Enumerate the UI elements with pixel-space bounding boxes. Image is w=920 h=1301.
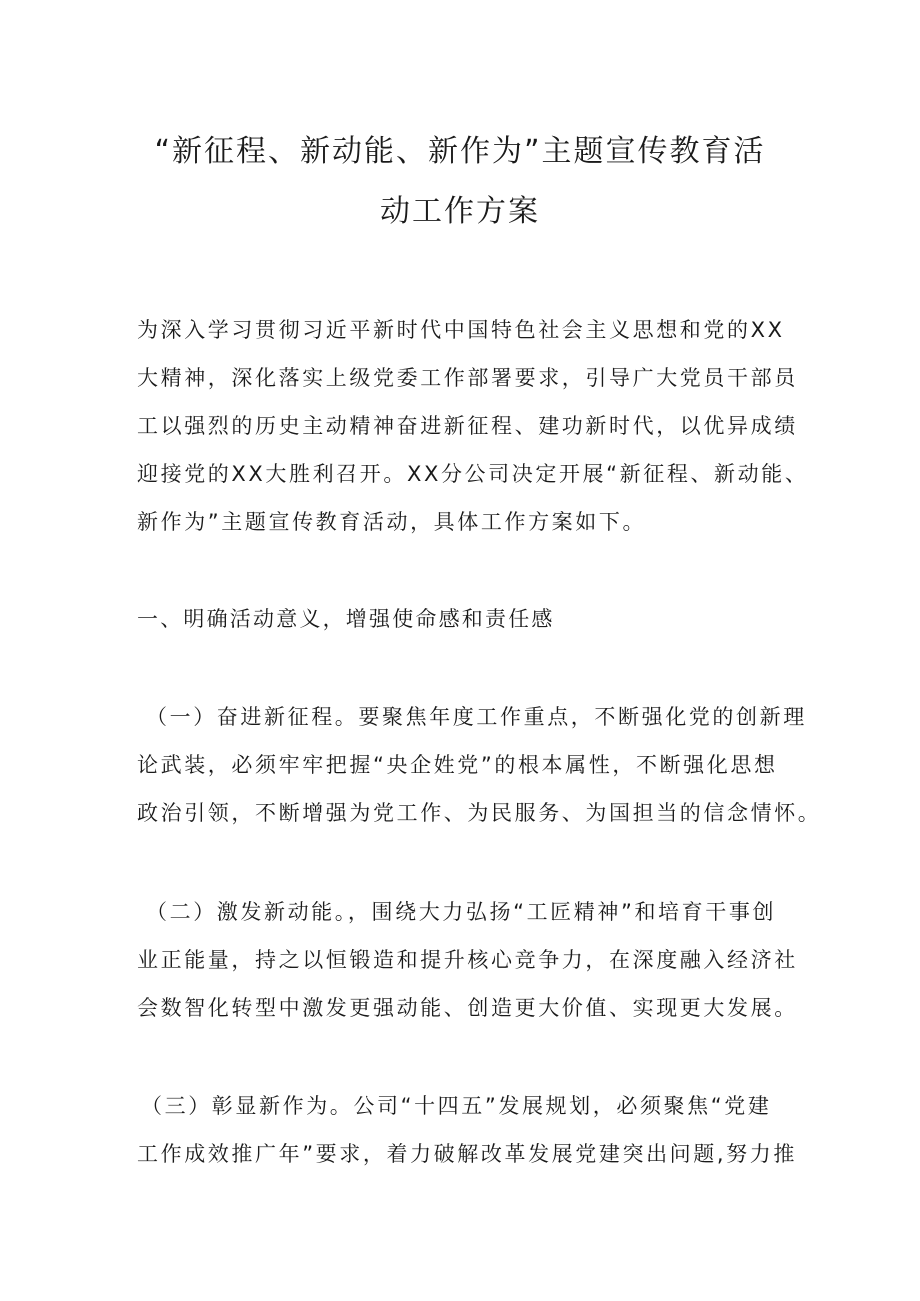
- item-2-line: 会数智化转型中激发更强动能、创造更大价值、实现更大发展。: [137, 996, 798, 1020]
- item-1-line: 政治引领，不断增强为党工作、为民服务、为国担当的信念情怀。: [137, 801, 822, 825]
- item-2-paragraph-cont: [137, 936, 817, 1032]
- item-1-line: 论武装，必须牢牢把握“央企姓党”的根本属性，不断强化思想: [137, 753, 778, 777]
- document-title-line-2: 动工作方案: [380, 194, 540, 229]
- item-3-line: （三）彰显新作为。公司“十四五”发展规划，必须聚焦“党建: [141, 1094, 772, 1118]
- intro-line: 工以强烈的历史主动精神奋进新征程、建功新时代，以优异成绩: [137, 414, 798, 438]
- item-3-line: 工作成效推广年”要求，着力破解改革发展党建突出问题,努力推: [137, 1142, 797, 1166]
- item-1-line: （一）奋进新征程。要聚焦年度工作重点，不断强化党的创新理: [146, 705, 807, 729]
- intro-paragraph: [137, 306, 817, 546]
- intro-line: 新作为”主题宣传教育活动，具体工作方案如下。: [137, 510, 647, 534]
- document-title-line-1: “新征程、新动能、新作为”主题宣传教育活: [154, 134, 766, 169]
- item-3-paragraph-cont: [137, 1130, 817, 1178]
- section-1-heading: 一、明确活动意义，增强使命感和责任感: [137, 607, 555, 631]
- item-2-line: （二）激发新动能。，围绕大力弘扬“工匠精神”和培育干事创: [146, 900, 777, 924]
- item-1-paragraph-cont: [137, 741, 822, 837]
- item-1-paragraph: [146, 693, 826, 741]
- item-2-paragraph: [146, 888, 826, 936]
- intro-line: 为深入学习贯彻习近平新时代中国特色社会主义思想和党的XX: [137, 318, 785, 342]
- section-1-heading-block: [137, 595, 817, 643]
- intro-line: 大精神，深化落实上级党委工作部署要求，引导广大党员干部员: [137, 366, 798, 390]
- intro-line: 迎接党的XX大胜利召开。XX分公司决定开展“新征程、新动能、: [137, 462, 809, 486]
- item-3-paragraph: [141, 1082, 821, 1130]
- item-2-line: 业正能量，持之以恒锻造和提升核心竞争力，在深度融入经济社: [137, 948, 798, 972]
